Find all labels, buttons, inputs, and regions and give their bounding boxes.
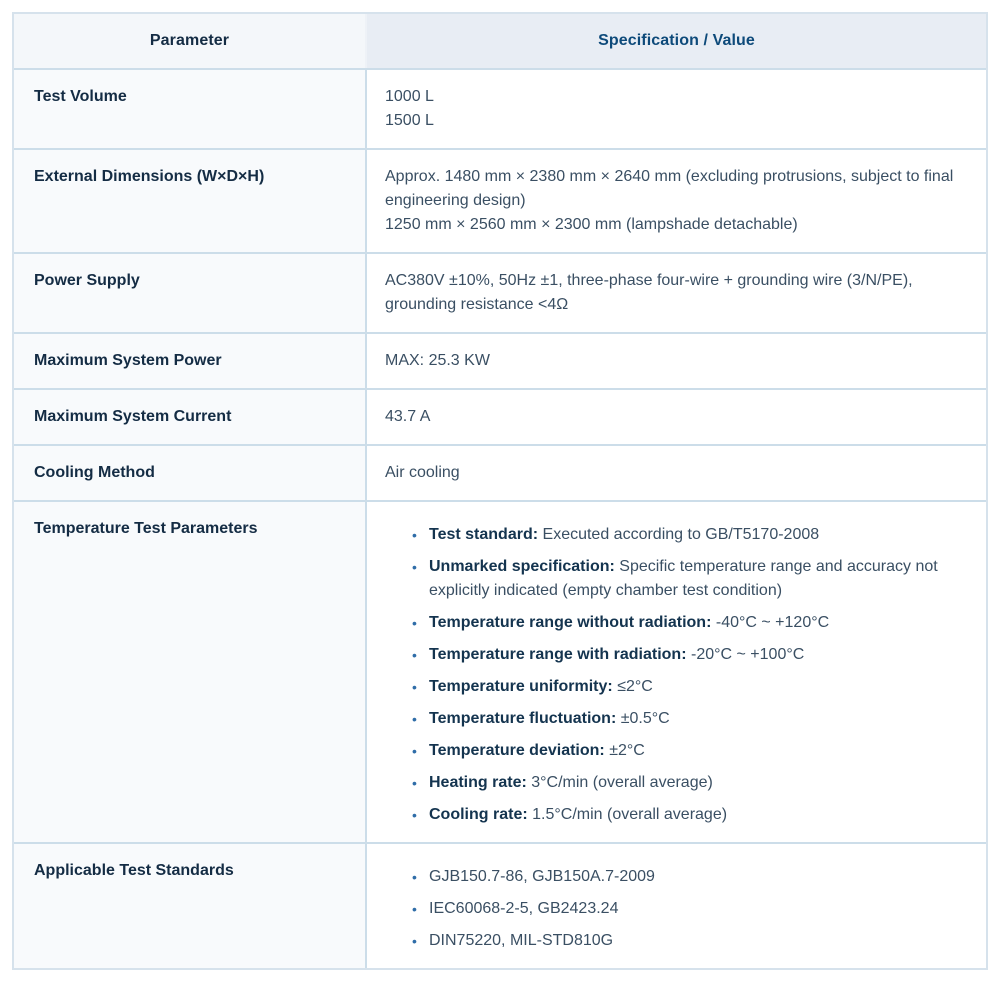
header-value-label: Specification / Value (598, 32, 755, 49)
param-label: Cooling Method (34, 464, 155, 481)
table-row (14, 332, 986, 388)
bullet-text: 3°C/min (overall average) (531, 774, 713, 791)
bullet-dot-icon: • (412, 933, 417, 949)
param-label: Test Volume (34, 88, 127, 105)
header-value-cell (367, 14, 986, 68)
bullet-item (412, 771, 958, 795)
value-cell (367, 334, 986, 388)
value-cell (367, 70, 986, 148)
bullet-text: 1.5°C/min (overall average) (532, 806, 728, 823)
header-param-cell (14, 14, 367, 68)
value-line: 1000 L (385, 88, 434, 105)
param-label: Maximum System Power (34, 352, 222, 369)
bullet-text: ≤2°C (617, 678, 653, 695)
table-row (14, 500, 986, 842)
bullet-dot-icon: • (412, 775, 417, 791)
bullet-dot-icon: • (412, 807, 417, 823)
bullet-dot-icon: • (412, 559, 417, 575)
bullet-content (429, 771, 713, 795)
bullet-item (412, 707, 958, 731)
header-param-label: Parameter (149, 32, 230, 49)
bullet-label: Heating rate: (429, 774, 527, 791)
bullet-text: -40°C ~ +120°C (715, 614, 830, 631)
bullet-content (429, 675, 653, 699)
bullet-label: Temperature deviation: (429, 742, 605, 759)
bullet-item (412, 865, 958, 889)
bullet-dot-icon: • (412, 711, 417, 727)
table-body (14, 68, 986, 968)
value-line: 1500 L (385, 112, 434, 129)
bullet-list (385, 865, 958, 953)
param-label: Power Supply (34, 272, 140, 289)
table-header-row (14, 14, 986, 68)
bullet-content (429, 865, 655, 889)
bullet-item (412, 897, 958, 921)
value-line: Air cooling (385, 464, 460, 481)
bullet-content (429, 523, 819, 547)
param-cell (14, 334, 367, 388)
value-cell (367, 844, 986, 968)
value-cell (367, 150, 986, 252)
bullet-item (412, 611, 958, 635)
bullet-content (429, 643, 804, 667)
bullet-text: ±0.5°C (620, 710, 670, 727)
param-label: External Dimensions (W×D×H) (34, 168, 265, 185)
value-cell (367, 502, 986, 842)
value-cell (367, 446, 986, 500)
bullet-content (429, 739, 645, 763)
bullet-content (429, 611, 829, 635)
table-row (14, 842, 986, 968)
bullet-label: Test standard: (429, 526, 539, 543)
bullet-item (412, 739, 958, 763)
bullet-text: ±2°C (609, 742, 645, 759)
bullet-item (412, 555, 958, 603)
bullet-label: Temperature uniformity: (429, 678, 613, 695)
table-row (14, 252, 986, 332)
value-cell (367, 390, 986, 444)
param-cell (14, 844, 367, 968)
bullet-label: Unmarked specification: (429, 558, 615, 575)
bullet-item (412, 643, 958, 667)
value-line: 1250 mm × 2560 mm × 2300 mm (lampshade detachable) (385, 216, 798, 233)
table-row (14, 68, 986, 148)
bullet-text: DIN75220, MIL-STD810G (429, 932, 614, 949)
bullet-dot-icon: • (412, 647, 417, 663)
bullet-text: GJB150.7-86, GJB150A.7-2009 (429, 868, 655, 885)
bullet-content (429, 803, 727, 827)
bullet-text: Executed according to GB/T5170-2008 (542, 526, 820, 543)
spec-table (12, 12, 988, 970)
bullet-dot-icon: • (412, 615, 417, 631)
bullet-content (429, 897, 618, 921)
value-line: AC380V ±10%, 50Hz ±1, three-phase four-wire + grounding wire (3/N/PE), grounding resistance <4Ω (385, 272, 913, 313)
bullet-item (412, 523, 958, 547)
bullet-dot-icon: • (412, 527, 417, 543)
param-cell (14, 390, 367, 444)
value-line: 43.7 A (385, 408, 431, 425)
bullet-dot-icon: • (412, 869, 417, 885)
param-label: Temperature Test Parameters (34, 520, 258, 537)
param-cell (14, 254, 367, 332)
bullet-item (412, 675, 958, 699)
bullet-text: Specific temperature range and accuracy not explicitly indicated (empty chamber test condition) (429, 558, 938, 599)
bullet-content (429, 929, 613, 953)
bullet-list (385, 523, 958, 827)
bullet-label: Temperature range without radiation: (429, 614, 712, 631)
bullet-item (412, 929, 958, 953)
param-cell (14, 502, 367, 842)
param-cell (14, 150, 367, 252)
table-row (14, 444, 986, 500)
bullet-content (429, 555, 958, 603)
table-row (14, 148, 986, 252)
bullet-content (429, 707, 670, 731)
bullet-label: Temperature range with radiation: (429, 646, 687, 663)
bullet-label: Temperature fluctuation: (429, 710, 617, 727)
bullet-item (412, 803, 958, 827)
bullet-dot-icon: • (412, 743, 417, 759)
bullet-dot-icon: • (412, 901, 417, 917)
param-cell (14, 70, 367, 148)
param-label: Maximum System Current (34, 408, 232, 425)
value-cell (367, 254, 986, 332)
bullet-text: IEC60068-2-5, GB2423.24 (429, 900, 619, 917)
param-cell (14, 446, 367, 500)
bullet-text: -20°C ~ +100°C (690, 646, 805, 663)
bullet-dot-icon: • (412, 679, 417, 695)
value-line: Approx. 1480 mm × 2380 mm × 2640 mm (excluding protrusions, subject to final engineering design) (385, 168, 954, 209)
value-line: MAX: 25.3 KW (385, 352, 490, 369)
param-label: Applicable Test Standards (34, 862, 234, 879)
table-row (14, 388, 986, 444)
bullet-label: Cooling rate: (429, 806, 528, 823)
